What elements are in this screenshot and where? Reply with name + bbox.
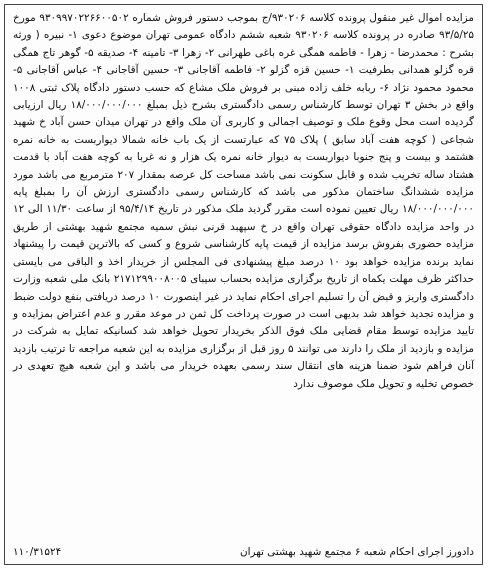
auction-notice [4,4,483,565]
notice-body-text: مزایده اموال غیر منقول پرونده کلاسه ۹۳۰۲۰۶/ج بموجب دستور فروش شماره ۹۳۰۹۹۷۰۲۲۶۶۰۰۵۰۲ مورخ ۹۳/۵/۲۵ صادره در پرونده کلاسه ۹۳۰۲۰۶ شعبه ششم دادگاه عمومی تهران موضوع دعوی ۱- نبیره ( ورثه بشرح : محمدرضا - زهرا - فاطمه همگی غره باغی طهرانی ۲- زهرا ۳- تامینه ۴- صدیقه ۵- گوهر تاج همگی قره گزلو همدانی بطرفیت ۱- حسین قزه گزلو ۲- فاطمه آقاجانی ۳- حسین آقاجانی ۴- عباس آقاجانی ۵- محمود محمود نژاد ۶- ربابه خلف زاده مبنی بر فروش ملک مشاع که حسب دستور دادگاه پلاک ثبتی ۱۰۰۸ واقع در بخش ۳ تهران توسط کارشناس رسمی دادگستری بشرح ذیل بمبلغ ۱۸/۰۰۰/۰۰۰/۰۰۰ ریال ارزیابی گردیده است محل وقوع ملک و توصیف اجمالی و کاربری آن ملک واقع در تهران میدان حسن آباد خ شهید شجاعی ( کوچه هفت آباد سابق ) پلاک ۷۵ که عبارتست از یک باب خانه شمالا دیواربست به خانه نمره هشتمد و بیست و پنج جنوبا دیواربست به دیوار خانه نمره یک هزار و نه غربا به کوچه هفت آباد با قدمت هشتاد ساله تخریب شده و قابل سکونت نمی باشد مساحت کل عرصه بمقدار ۲۰۷ مترمربع می باشد مورد مزایده ششدانگ ساختمان مذکور می باشد که کارشناس رسمی دادگستری ارزش آن را بمبلغ پایه ۱۸/۰۰۰/۰۰۰/۰۰۰ ریال تعیین نموده است مقرر گردید ملک مذکور در تاریخ ۹۵/۴/۱۴ از ساعت ۱۱/۳۰ الی ۱۲ در واحد مزایده دادگاه حقوقی تهران واقع در خ سپهبد قرنی نبش سمیه مجتمع شهید بهشتی از طریق مزایده حضوری بفروش برسد مزایده از قیمت پایه کارشناسی شروع و کسی که بالاترین قیمت را پیشنهاد نماید برنده مزایده خواهد بود ۱۰ درصد مبلغ پیشنهادی فی المجلس از خریدار اخذ و الباقی می بایستی حداکثر ظرف مهلت یکماه از تاریخ برگزاری مزایده بحساب سیبای ۲۱۷۱۲۹۹۰۰۸۰۰۵ بانک ملی شعبه وزارت دادگستری واریز و قبض آن را تسلیم اجرای احکام نماید در غیر اینصورت ۱۰ درصد دریافتی بنفع دولت ضبط و مزایده تجدید خواهد شد بدیهی است در صورت پرداخت کل ثمن در موعد مقرر و عدم اعتراض بمزایده و تایید مزایده توسط مقام قضایی ملک فوق الذکر بخریدار تحویل خواهد شد کسانیکه تمایل به شرکت در مزایده و بازدید از ملک را دارند می توانند ۵ روز قبل از برگزاری مزایده به این شعبه مراجعه تا ترتیب بازدید آنان فراهم شود ضمنا هزینه های انتقال سند رسمی بعهده خریدار می باشد و این شعبه هیچ تعهدی در خصوص تخلیه و تحویل ملک موصوف ندارد [13,12,475,390]
reference-number: ۱۱۰/۳۱۵۲۴ [13,546,62,558]
notice-footer [13,546,474,558]
signature-line: دادورز اجرای احکام شعبه ۶ مجتمع شهید بهشتی تهران [239,546,474,558]
